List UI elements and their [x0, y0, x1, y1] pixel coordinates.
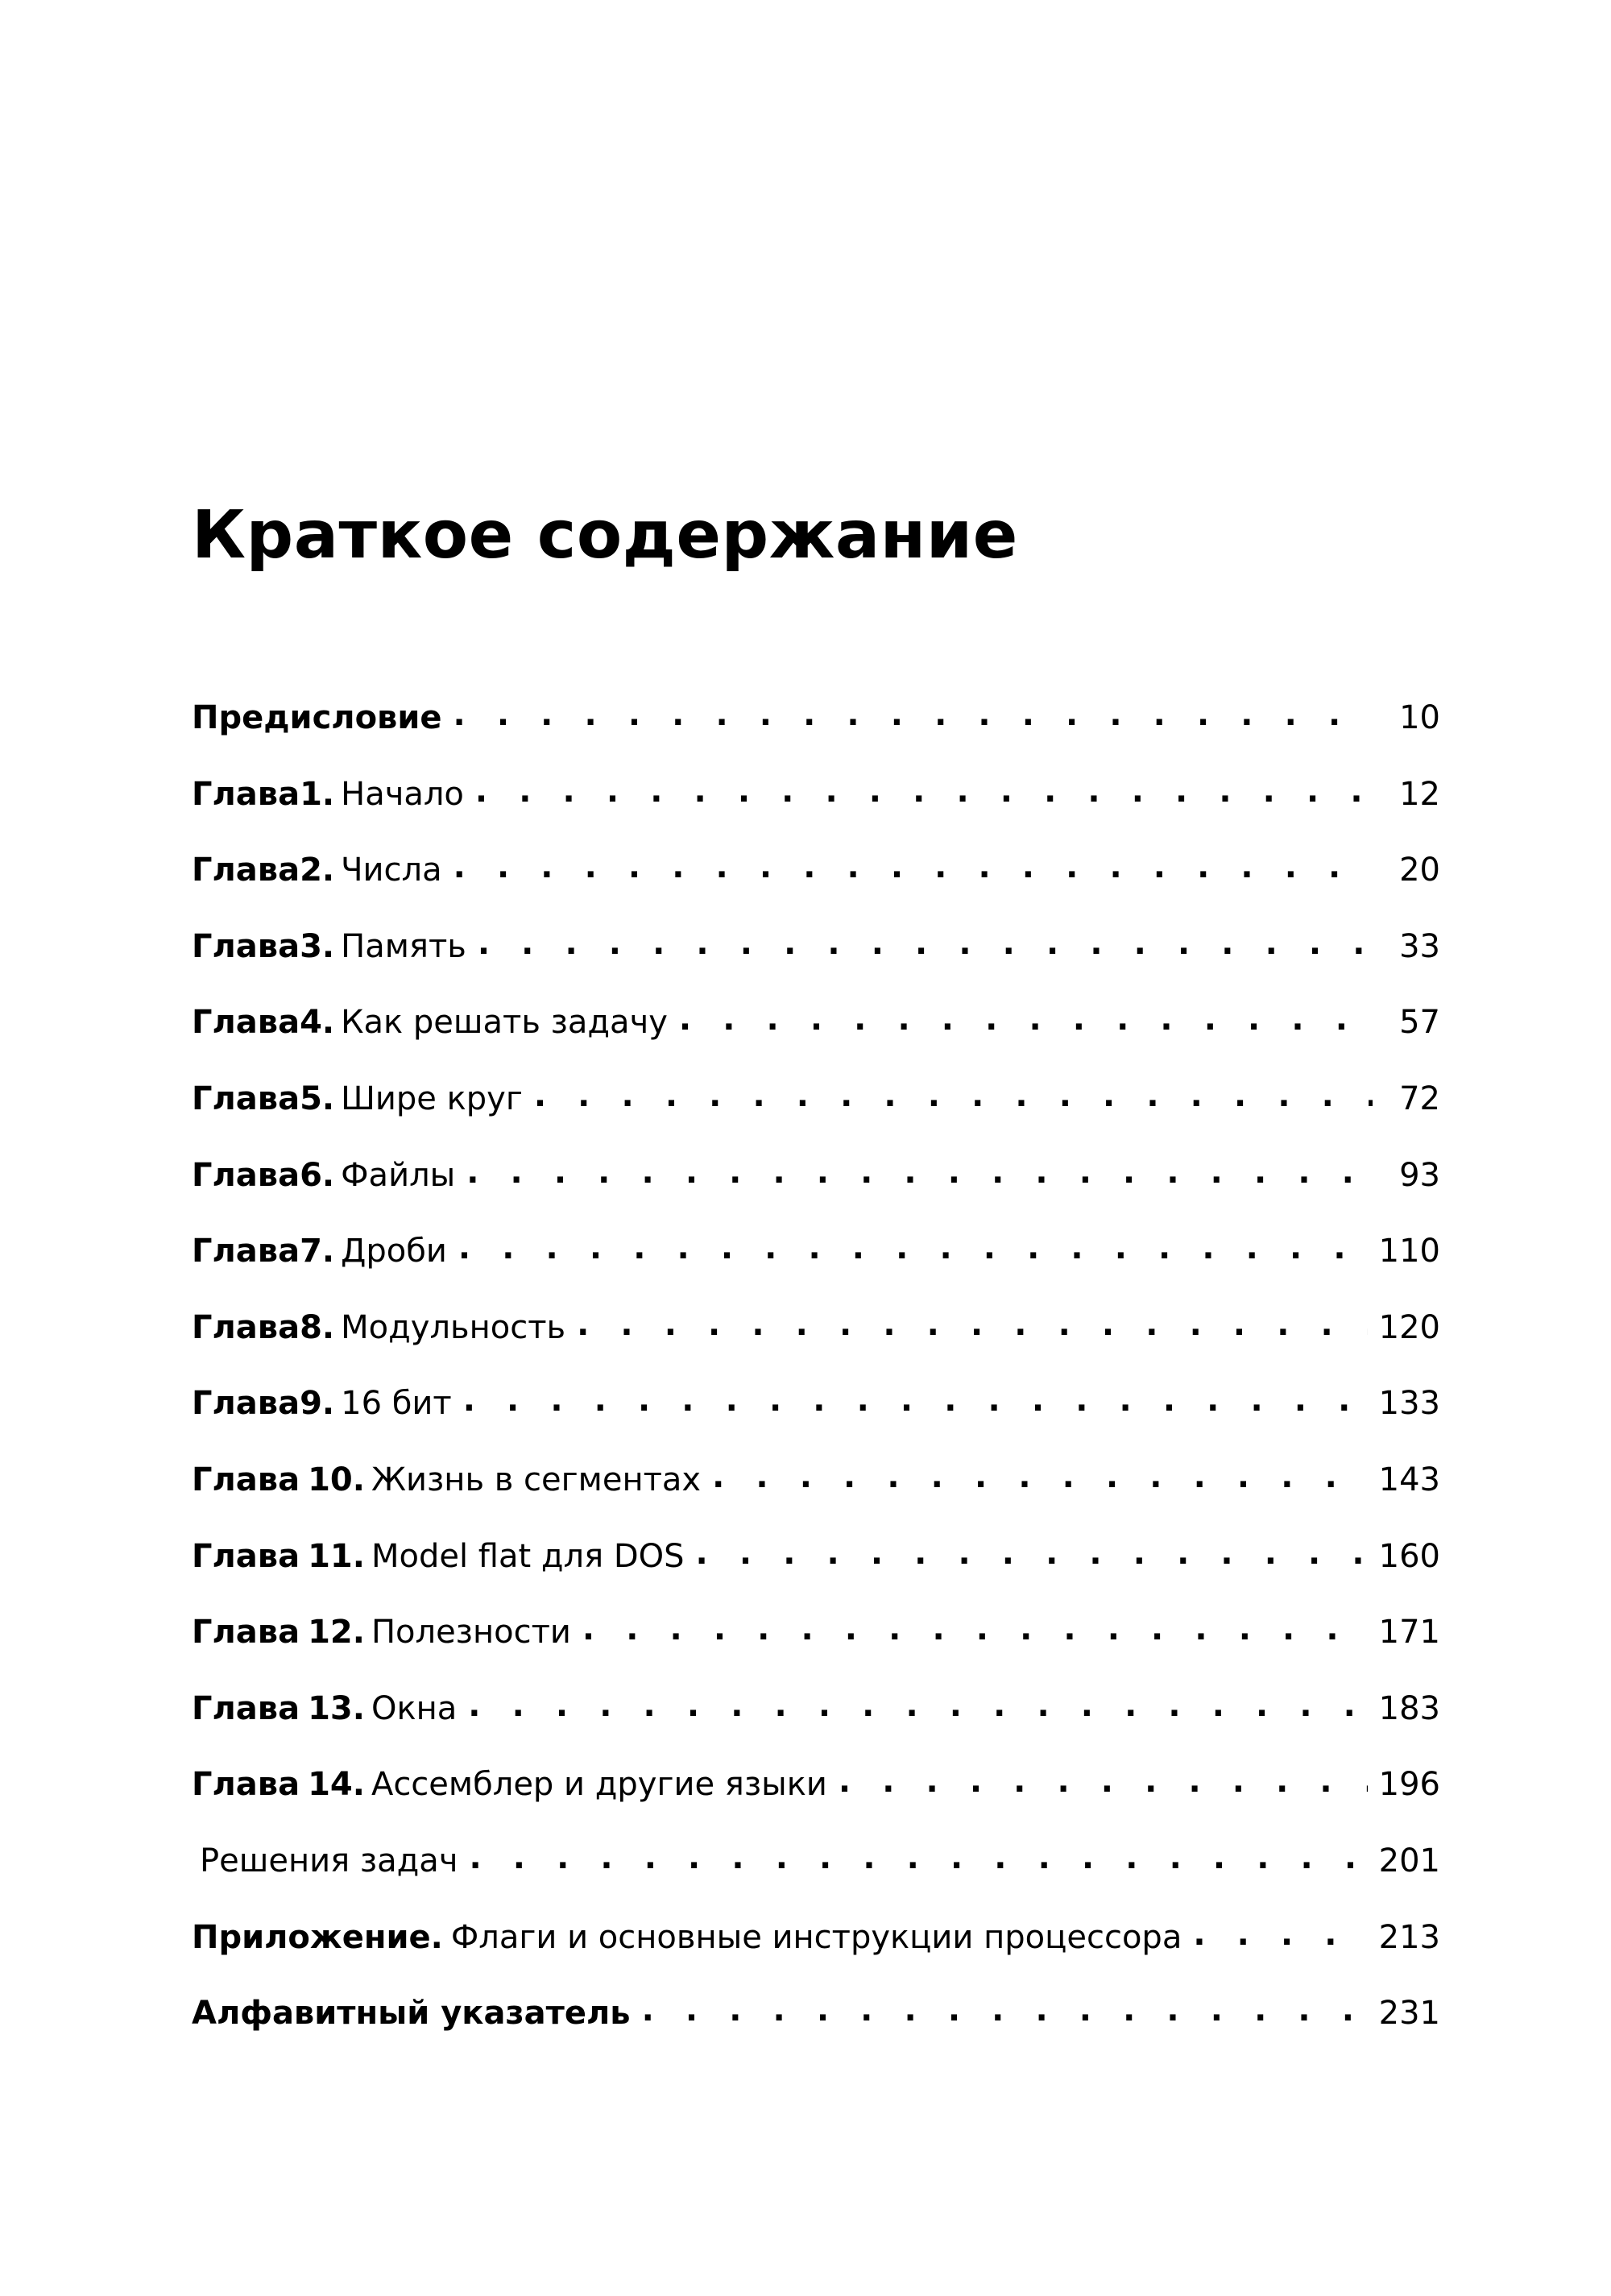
dot-leader — [582, 1605, 1368, 1653]
toc-entry-title: Окна — [371, 1689, 458, 1727]
toc-entry-label: Глава — [192, 927, 300, 965]
toc-page-number: 133 — [1378, 1385, 1440, 1423]
toc-chapter-number: 5. — [300, 1080, 335, 1117]
dot-leader — [458, 1224, 1368, 1272]
toc-entry-label: Глава — [192, 1385, 300, 1423]
dot-leader — [475, 767, 1373, 815]
toc-chapter-number: 7. — [300, 1233, 335, 1270]
toc-entry-index — [192, 1989, 1440, 2066]
toc-chapter-number: 2. — [300, 852, 335, 889]
toc-entry-title: Жизнь в сегментах — [371, 1461, 702, 1498]
toc-page-number: 171 — [1378, 1614, 1440, 1652]
toc-page-number: 72 — [1399, 1080, 1440, 1117]
toc-page-number: 213 — [1378, 1918, 1440, 1956]
toc-entry-chapter-11 — [192, 1532, 1440, 1609]
toc-entry-chapter-7 — [192, 1227, 1440, 1303]
toc-entry-solutions — [192, 1837, 1440, 1913]
toc-chapter-number: 3. — [300, 927, 335, 965]
toc-entry-label: Приложение. — [192, 1918, 443, 1956]
toc-page-number: 160 — [1378, 1537, 1440, 1575]
toc-entry-chapter-6 — [192, 1151, 1440, 1228]
toc-chapter-number: 13. — [308, 1689, 365, 1727]
page-title: Краткое содержание — [192, 497, 1018, 574]
dot-leader — [696, 1529, 1368, 1577]
dot-leader — [453, 690, 1373, 739]
toc-page-number: 93 — [1399, 1156, 1440, 1194]
toc-entry-chapter-13 — [192, 1685, 1440, 1761]
dot-leader — [469, 1834, 1367, 1882]
dot-leader — [478, 919, 1373, 968]
toc-entry-chapter-4 — [192, 998, 1440, 1075]
dot-leader — [453, 843, 1373, 891]
toc-entry-chapter-8 — [192, 1303, 1440, 1380]
toc-entry-label: Глава — [192, 1080, 300, 1117]
toc-page-number: 120 — [1378, 1308, 1440, 1346]
toc-chapter-number: 8. — [300, 1308, 335, 1346]
dot-leader — [712, 1453, 1368, 1501]
toc-page-number: 143 — [1378, 1461, 1440, 1498]
toc-entry-chapter-5 — [192, 1075, 1440, 1151]
toc-entry-title: Model flat для DOS — [371, 1537, 685, 1575]
toc-entry-title: Память — [341, 927, 466, 965]
toc-entry-label: Глава — [192, 1689, 300, 1727]
toc-page-number: 231 — [1378, 1995, 1440, 2033]
toc-entry-label: Алфавитный указатель — [192, 1995, 631, 2033]
toc-page-number: 201 — [1378, 1842, 1440, 1879]
toc-entry-title: Модульность — [341, 1308, 566, 1346]
toc-entry-title: Как решать задачу — [341, 1004, 668, 1042]
toc-entry-title: Дроби — [341, 1233, 447, 1270]
toc-page-number: 20 — [1399, 852, 1440, 889]
toc-entry-title: Полезности — [371, 1614, 571, 1652]
dot-leader — [679, 995, 1373, 1043]
toc-entry-title: Решения задач — [200, 1842, 458, 1879]
toc-chapter-number: 10. — [308, 1461, 365, 1498]
toc-entry-label: Глава — [192, 1233, 300, 1270]
toc-chapter-number: 9. — [300, 1385, 335, 1423]
toc-entry-title: Начало — [341, 775, 464, 813]
toc-entry-label: Глава — [192, 1156, 300, 1194]
dot-leader — [642, 1986, 1368, 2034]
toc-page-number: 57 — [1399, 1004, 1440, 1042]
dot-leader — [534, 1071, 1373, 1120]
dot-leader — [463, 1376, 1368, 1424]
toc-entry-title: 16 бит — [341, 1385, 452, 1423]
toc-page-number: 33 — [1399, 927, 1440, 965]
toc-entry-label: Глава — [192, 1614, 300, 1652]
dot-leader — [468, 1681, 1367, 1730]
toc-chapter-number: 6. — [300, 1156, 335, 1194]
toc-entry-title: Числа — [341, 852, 442, 889]
toc-entry-label: Предисловие — [192, 699, 442, 736]
dot-leader — [466, 1148, 1373, 1196]
toc-entry-chapter-2 — [192, 846, 1440, 922]
toc-entry-preface — [192, 694, 1440, 770]
toc-chapter-number: 4. — [300, 1004, 335, 1042]
toc-entry-label: Глава — [192, 1461, 300, 1498]
toc-entry-title: Файлы — [341, 1156, 456, 1194]
toc-page-number: 196 — [1378, 1766, 1440, 1804]
toc-entry-chapter-12 — [192, 1608, 1440, 1685]
toc-entry-label: Глава — [192, 1004, 300, 1042]
toc-page-number: 183 — [1378, 1689, 1440, 1727]
toc-chapter-number: 1. — [300, 775, 335, 813]
toc-entry-title: Ассемблер и другие языки — [371, 1766, 827, 1804]
dot-leader — [577, 1300, 1368, 1349]
toc-page-number: 12 — [1399, 775, 1440, 813]
toc-page-number: 10 — [1399, 699, 1440, 736]
toc-entry-label: Глава — [192, 852, 300, 889]
toc-entry-label: Глава — [192, 1537, 300, 1575]
dot-leader — [839, 1757, 1368, 1805]
toc-entry-chapter-14 — [192, 1760, 1440, 1837]
toc-chapter-number: 12. — [308, 1614, 365, 1652]
toc-entry-label: Глава — [192, 775, 300, 813]
toc-chapter-number: 14. — [308, 1766, 365, 1804]
toc-entry-title: Шире круг — [341, 1080, 523, 1117]
toc-page-number: 110 — [1378, 1233, 1440, 1270]
toc-entry-chapter-1 — [192, 770, 1440, 847]
dot-leader — [1193, 1910, 1367, 1958]
toc-entry-label: Глава — [192, 1308, 300, 1346]
toc-entry-chapter-9 — [192, 1379, 1440, 1456]
toc-entry-chapter-10 — [192, 1456, 1440, 1532]
toc-chapter-number: 11. — [308, 1537, 365, 1575]
toc-entry-appendix — [192, 1913, 1440, 1990]
toc-entry-chapter-3 — [192, 922, 1440, 999]
toc-entry-label: Глава — [192, 1766, 300, 1804]
toc-entry-title: Флаги и основные инструкции процессора — [450, 1918, 1182, 1956]
table-of-contents — [192, 694, 1440, 2066]
